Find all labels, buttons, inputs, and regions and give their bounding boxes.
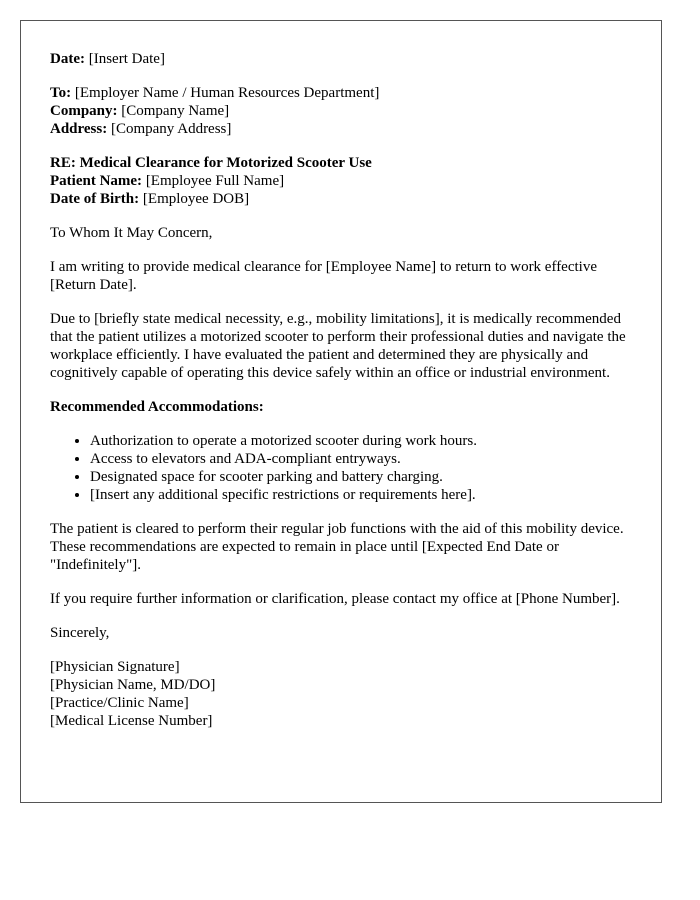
accommodations-heading: Recommended Accommodations: — [50, 399, 264, 415]
subject-block: RE: Medical Clearance for Motorized Scooter Use Patient Name: [Employee Full Name] Date of Birth: [Employee DOB] — [50, 155, 372, 207]
date-line: Date: [Insert Date] — [50, 51, 165, 67]
subject-line: RE: Medical Clearance for Motorized Scooter Use — [50, 155, 372, 171]
paragraph-necessity: Due to [briefly state medical necessity, e.g., mobility limitations], it is medically recommended that the patient utilizes a motorized scooter to perform their professional duties and navigate the workplace efficiently. I have evaluated the patient and determined they are physically and cognitively capable of operating this device safely within an office or industrial environment. — [50, 311, 626, 381]
list-item: • Designated space for scooter parking and battery charging. — [90, 468, 632, 486]
list-item: • Access to elevators and ADA-compliant entryways. — [90, 450, 632, 468]
paragraph-contact: If you require further information or clarification, please contact my office at [Phone Number]. — [50, 591, 620, 607]
paragraph-duration: The patient is cleared to perform their regular job functions with the aid of this mobility device. These recommendations are expected to remain in place until [Expected End Date or "Indefinitely"]. — [50, 521, 624, 573]
paragraph-clearance: I am writing to provide medical clearance for [Employee Name] to return to work effective [Return Date]. — [50, 259, 597, 293]
list-item: • [Insert any additional specific restrictions or requirements here]. — [90, 486, 632, 504]
closing: Sincerely, — [50, 625, 110, 641]
letter-document — [20, 20, 662, 803]
list-item: • Authorization to operate a motorized scooter during work hours. — [90, 432, 632, 450]
salutation: To Whom It May Concern, — [50, 225, 213, 241]
signature-block: [Physician Signature] [Physician Name, MD/DO] [Practice/Clinic Name] [Medical License Number] — [50, 659, 216, 729]
recipient-block: To: [Employer Name / Human Resources Department] Company: [Company Name] Address: [Company Address] — [50, 85, 380, 137]
accommodations-list — [50, 432, 632, 504]
